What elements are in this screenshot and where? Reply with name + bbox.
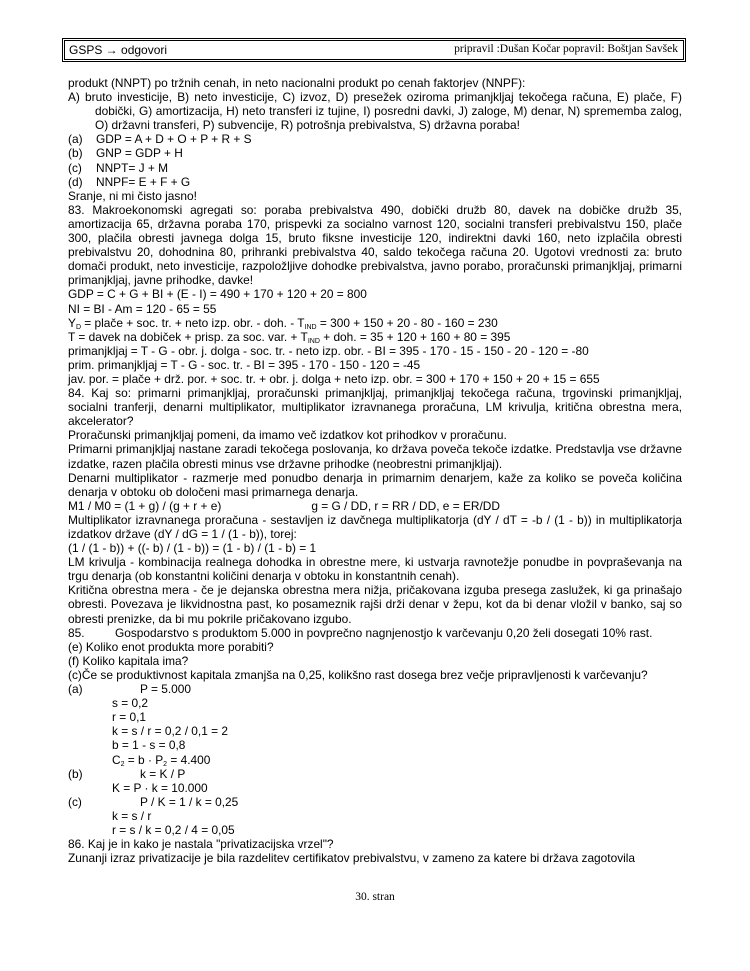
page-number: 30. stran [355, 891, 395, 903]
paragraph: Kritična obrestna mera - če je dejanska obrestna mera nižja, pričakovana izguba presega zaslužek, ki ga prinašajo obresti. Povezava je likvidnostna past, ko posameznik rajši drži denar v žepu, kot da bi denar vložil v banko, saj so obresti prenizke, da bi mu pokrile pričakovano izgubo. [68, 583, 682, 626]
sub-question: (c)Če se produktivnost kapitala zmanjša na 0,25, kolikšno rast dosega brez večje pripravljenosti k varčevanju? [68, 667, 648, 682]
formula-line: (1 / (1 - b)) + ((- b) / (1 - b)) = (1 - b) / (1 - b) = 1 [68, 541, 317, 556]
sub-question: (e) Koliko enot produkta more porabiti? [68, 639, 274, 654]
option-c: (c) NNPT= J + M [68, 160, 169, 175]
sub-question: (f) Koliko kapitala ima? [68, 653, 189, 668]
paragraph: Denarni multiplikator - razmerje med ponudbo denarja in primarnim denarjem, kaže za koliko se poveča količina denarja v obtoku ob določeni masi primarnega denarja. [68, 470, 682, 499]
formula-line: primanjkljaj = T - G - obr. j. dolga - soc. tr. - neto izp. obr. - BI = 395 - 170 - 15 - 150 - 20 - 120 = -80 [68, 343, 589, 358]
formula-line: NI = BI - Am = 120 - 65 = 55 [68, 301, 217, 316]
option-d: (d) NNPF= E + F + G [68, 174, 191, 189]
paragraph: Primarni primanjkljaj nastane zaradi tekočega poslovanja, ko država poveča tekoče izdatke. Predstavlja vse državne izdatke, razen plačila obresti minus vse državne prihodke (neobrestni primanjkljaj). [68, 442, 682, 471]
option-b: (b) GNP = GDP + H [68, 146, 183, 161]
answer-line: k = s / r = 0,2 / 0,1 = 2 [112, 724, 228, 739]
answer-line: b = 1 - s = 0,8 [112, 738, 186, 753]
paragraph: Sranje, ni mi čisto jasno! [68, 188, 197, 203]
formula-line: T = davek na dobiček + prisp. za soc. var. + $T_{IND}$ + doh. = 35 + 120 + 160 + 80 = 395 [68, 329, 511, 345]
paragraph: Multiplikator izravnanega proračuna - sestavljen iz davčnega multiplikatorja (dY / dT = -b / (1 - b)) in multiplikatorja izdatkov države (dY / dG = 1 / (1 - b)), torej: [68, 512, 682, 541]
paragraph: produkt (NNPT) po tržnih cenah, in neto nacionalni produkt po cenah faktorjev (NNPF): [68, 76, 526, 90]
answer-line: r = 0,1 [112, 710, 147, 725]
answer-line: k = s / r [112, 808, 152, 823]
formula-line: prim. primanjkljaj = T - G - soc. tr. - BI = 395 - 170 - 150 - 120 = -45 [68, 357, 421, 372]
question-83: 83. Makroekonomski agregati so: poraba prebivalstva 490, dobički družb 80, davek na dobičke družb 35, amortizacija 65, državna poraba 170, prispevki za socialno varnost 120, socialni transferi prebivalstvu 150, plače 300, plačila obresti javnega dolga 15, bruto fiksne investicije 120, indirektni davki 160, neto izplačila obresti prebivalstvu 20, dohodnina 80, prihranki prebivalstva 40, saldo tekočega računa 20. Ugotovi vrednosti za: bruto domači produkt, neto investicije, razpoložljive dohodke prebivalstva, javno porabo, proračunski primanjkljaj, primarni primanjkljaj, javne prihodke, davke! [68, 202, 682, 288]
formula-line: jav. por. = plače + drž. por. + soc. tr. + obr. j. dolga + neto izp. obr. = 300 + 170 + 150 + 20 + 15 = 655 [68, 371, 600, 386]
answer-a: (a) P = 5.000 [68, 682, 192, 697]
formula-line: GDP = C + G + BI + (E - I) = 490 + 170 + 120 + 20 = 800 [68, 287, 367, 302]
paragraph: LM krivulja - kombinacija realnega dohodka in obrestne mere, ki ustvarja ravnotežje ponudbe in povpraševanja na trgu denarja (ob konstantni količini denarja v obtoku in konstantnih cenah). [68, 555, 682, 584]
question-84: 84. Kaj so: primarni primanjkljaj, proračunski primanjkljaj, primanjkljaj tekočega računa, trgovinski primanjkljaj, socialni tranferji, denarni multiplikator, multiplikator izravnanega proračuna, LM krivulja, kritična obrestna mera, akcelerator? [68, 386, 682, 429]
header-authors: pripravil :Dušan Kočar popravil: Boštjan Savšek [454, 43, 678, 55]
item-list-paragraph: A) bruto investicije, B) neto investicije, C) izvoz, D) presežek oziroma primanjkljaj tekočega računa, E) plače, F) dobički, G) amortizacija, H) neto transferi iz tujine, I) posredni davki, J) zaloge, M) denar, N) sprememba zalog, O) državni transferi, P) subvencije, R) potrošnja prebivalstva, S) državna poraba! [68, 90, 682, 133]
answer-c: (c) P / K = 1 / k = 0,25 [68, 794, 239, 809]
header-title: GSPS → odgovori [69, 43, 168, 57]
formula-line: $Y_D$ = plače + soc. tr. + neto izp. obr. - doh. - $T_{IND} = 300 + 150 + 20 - 80 - 160 = 230$ [68, 315, 498, 331]
formula-line: M1 / M0 = (1 + g) / (g + r + e) g = G / DD, r = RR / DD, e = ER/DD [68, 498, 500, 513]
answer-line: s = 0,2 [112, 696, 149, 711]
question-85: 85. Gospodarstvo s produktom 5.000 in povprečno nagnjenostjo k varčevanju 0,20 želi dosegati 10% rast. [68, 625, 653, 640]
answer-line: r = s / k = 0,2 / 4 = 0,05 [112, 822, 235, 837]
document-body [68, 76, 682, 865]
answer-line: K = P · k = 10.000 [112, 780, 208, 795]
question-86: 86. Kaj je in kako je nastala "privatizacijska vrzel"? [68, 837, 334, 852]
answer-line: $C_2 = b \cdot P_2 = 4.400$ [112, 752, 211, 768]
answer-b: (b) k = K / P [68, 766, 186, 781]
option-a: (a) GDP = A + D + O + P + R + S [68, 132, 252, 147]
paragraph: Zunanji izraz privatizacije je bila razdelitev certifikatov prebivalstvu, v zameno za katere bi država zagotovila [68, 851, 636, 866]
paragraph: Proračunski primanjkljaj pomeni, da imamo več izdatkov kot prihodkov v proračunu. [68, 428, 507, 443]
page-header [64, 40, 684, 60]
